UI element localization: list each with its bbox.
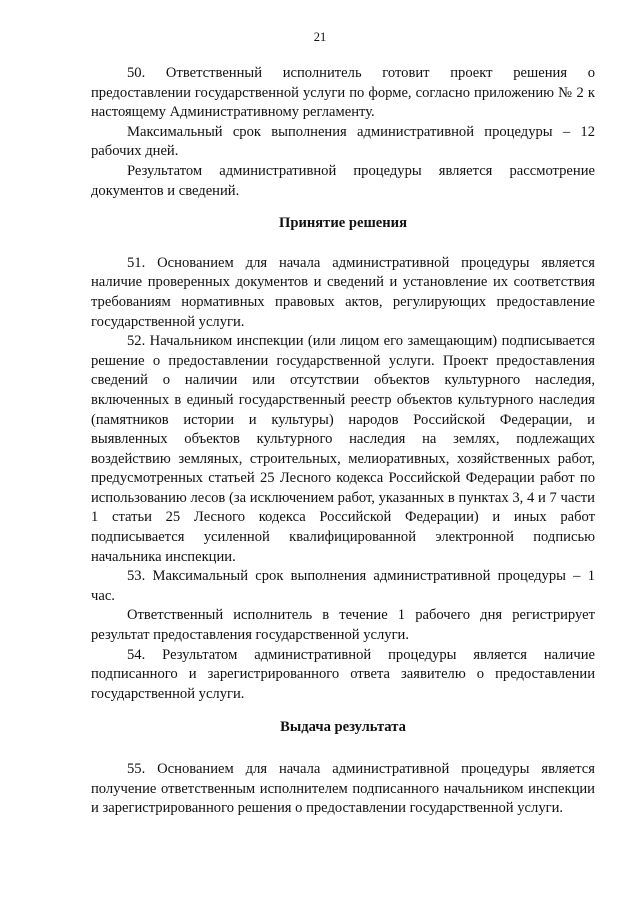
paragraph-51: 51. Основанием для начала административной процедуры является наличие проверенных документов и сведений и установление их соответствия требованиям нормативных правовых актов, регулирующих предоставление государственной услуги. (91, 254, 595, 330)
paragraph-50-result: Результатом административной процедуры является рассмотрение документов и сведений. (91, 162, 595, 199)
paragraph-53: 53. Максимальный срок выполнения административной процедуры – 1 час. (91, 568, 595, 604)
paragraph-52: 52. Начальником инспекции (или лицом его замещающим) подписывается решение о предоставлении государственной услуги. Проект предоставления сведений о наличии или отсутствии объектов культурного наследия, включенных в единый государственный реестр объектов культурного наследия (памятников истории и культуры) народов Российской Федерации, и выявленных объектов культурного наследия на землях, подлежащих воздействию земляных, строительных, мелиоративных, хозяйственных работ, предусмотренных статьей 25 Лесного кодекса Российской Федерации работ по использованию лесов (за исключением работ, указанных в пунктах 3, 4 и 7 части 1 статьи 25 Лесного кодекса Российской Федерации) и иных работ подписывается усиленной квалифицированной электронной подписью начальника инспекции. (91, 333, 595, 565)
section-heading-result-issuance: Выдача результата (280, 719, 406, 736)
paragraph-54: 54. Результатом административной процедуры является наличие подписанного и зарегистрированного ответа заявителю о предоставлении государственной услуги. (91, 646, 595, 702)
paragraph-50: 50. Ответственный исполнитель готовит проект решения о предоставлении государственной услуги по форме, согласно приложению № 2 к настоящему Административному регламенту. (91, 65, 595, 121)
paragraph-55: 55. Основанием для начала административной процедуры является получение ответственным исполнителем подписанного начальником инспекции и зарегистрированного решения о предоставлении государственной услуги. (91, 761, 595, 817)
page-number: 21 (313, 30, 327, 44)
paragraph-53-registration: Ответственный исполнитель в течение 1 рабочего дня регистрирует результат предоставления государственной услуги. (91, 607, 595, 644)
document-body (91, 64, 595, 819)
paragraph-50-deadline: Максимальный срок выполнения административной процедуры – 12 рабочих дней. (91, 123, 595, 160)
section-heading-decision: Принятие решения (279, 215, 407, 232)
